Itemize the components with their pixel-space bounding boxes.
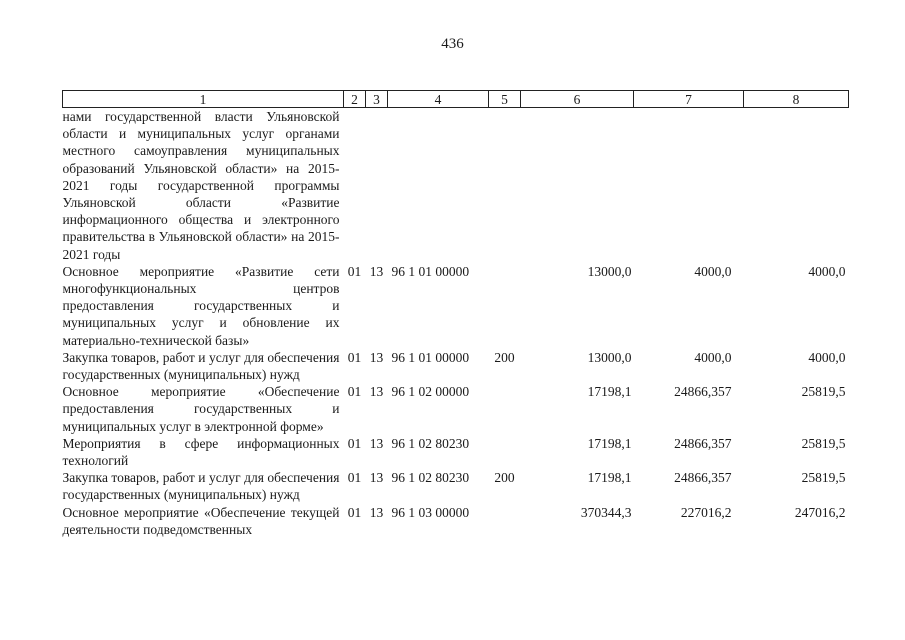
row-amount-col7: 24866,357 xyxy=(674,384,732,400)
header-col-3: 3 xyxy=(366,91,388,108)
row-section xyxy=(344,108,366,263)
header-col-4: 4 xyxy=(388,91,489,108)
row-name: нами государственной власти Ульяновской области и муниципальных услуг органами местного самоуправления муниципальных образований Ульяновской области» на 2015-2021 годы государственной программы Ульяновской области «Развитие информационного общества и электронного правительства в Ульяновской области» на 2015-2021 годы xyxy=(62,109,340,262)
row-subsection: 13 xyxy=(369,470,384,486)
row-name: Закупка товаров, работ и услуг для обеспечения государственных (муниципальных) нужд xyxy=(62,470,340,503)
row-subsection: 13 xyxy=(369,263,384,279)
row-target-article xyxy=(388,108,489,263)
row-amount-col7: 4000,0 xyxy=(694,263,732,279)
row-name: Основное мероприятие «Обеспечение предоставления государственных и муниципальных услуг в электронной форме» xyxy=(62,384,340,434)
row-name: Закупка товаров, работ и услуг для обеспечения государственных (муниципальных) нужд xyxy=(62,349,340,383)
row-expense-type xyxy=(489,435,521,469)
row-target-article: 96 1 02 00000 xyxy=(391,384,470,400)
row-subsection: 13 xyxy=(369,349,384,365)
row-section: 01 xyxy=(347,435,362,451)
table-row xyxy=(63,383,849,435)
row-expense-type xyxy=(489,504,521,538)
row-target-article: 96 1 01 00000 xyxy=(391,263,470,279)
row-amount-col6 xyxy=(521,108,634,263)
row-section: 01 xyxy=(347,263,362,279)
row-amount-col6: 17198,1 xyxy=(587,470,632,486)
row-expense-type xyxy=(489,383,521,435)
row-amount-col7: 4000,0 xyxy=(694,349,732,365)
table-row xyxy=(63,435,849,469)
row-expense-type: 200 xyxy=(494,470,515,486)
row-amount-col7: 227016,2 xyxy=(680,504,732,520)
row-amount-col7 xyxy=(634,108,744,263)
table-row xyxy=(63,263,849,349)
header-row xyxy=(63,91,849,108)
header-col-2: 2 xyxy=(344,91,366,108)
row-expense-type xyxy=(489,108,521,263)
row-target-article: 96 1 01 00000 xyxy=(391,349,470,365)
table-row xyxy=(63,349,849,383)
row-subsection: 13 xyxy=(369,435,384,451)
header-col-6: 6 xyxy=(521,91,634,108)
row-name: Основное мероприятие «Развитие сети многофункциональных центров предоставления государственных и муниципальных услуг и обновление их материально-технической базы» xyxy=(62,263,340,348)
row-section: 01 xyxy=(347,349,362,365)
row-section: 01 xyxy=(347,470,362,486)
row-subsection: 13 xyxy=(369,384,384,400)
table-body xyxy=(63,108,849,539)
row-expense-type: 200 xyxy=(494,349,515,365)
row-amount-col7: 24866,357 xyxy=(674,470,732,486)
row-amount-col6: 13000,0 xyxy=(587,263,632,279)
row-target-article: 96 1 02 80230 xyxy=(391,470,470,486)
row-amount-col8: 25819,5 xyxy=(801,384,846,400)
row-amount-col6: 17198,1 xyxy=(587,384,632,400)
row-amount-col7: 24866,357 xyxy=(674,435,732,451)
row-amount-col8: 4000,0 xyxy=(808,263,846,279)
row-subsection: 13 xyxy=(369,504,384,520)
table-row xyxy=(63,469,849,503)
row-amount-col8: 25819,5 xyxy=(801,470,846,486)
table-row xyxy=(63,504,849,538)
header-col-8: 8 xyxy=(744,91,849,108)
row-amount-col8: 25819,5 xyxy=(801,435,846,451)
row-amount-col8: 4000,0 xyxy=(808,349,846,365)
table-header xyxy=(63,91,849,108)
row-section: 01 xyxy=(347,384,362,400)
table-row xyxy=(63,108,849,263)
row-amount-col8: 247016,2 xyxy=(794,504,846,520)
row-name: Основное мероприятие «Обеспечение текущей деятельности подведомственных xyxy=(62,504,340,537)
row-name: Мероприятия в сфере информационных технологий xyxy=(62,435,340,469)
row-amount-col6: 13000,0 xyxy=(587,349,632,365)
row-expense-type xyxy=(489,263,521,349)
row-amount-col6: 370344,3 xyxy=(580,504,632,520)
row-section: 01 xyxy=(347,504,362,520)
row-target-article: 96 1 02 80230 xyxy=(391,435,470,451)
row-subsection xyxy=(366,108,388,263)
row-amount-col6: 17198,1 xyxy=(587,435,632,451)
budget-table xyxy=(62,90,849,538)
header-col-5: 5 xyxy=(489,91,521,108)
row-target-article: 96 1 03 00000 xyxy=(391,504,470,520)
header-col-7: 7 xyxy=(634,91,744,108)
row-amount-col8 xyxy=(744,108,849,263)
page-number: 436 xyxy=(441,36,464,52)
header-col-1: 1 xyxy=(63,91,344,108)
